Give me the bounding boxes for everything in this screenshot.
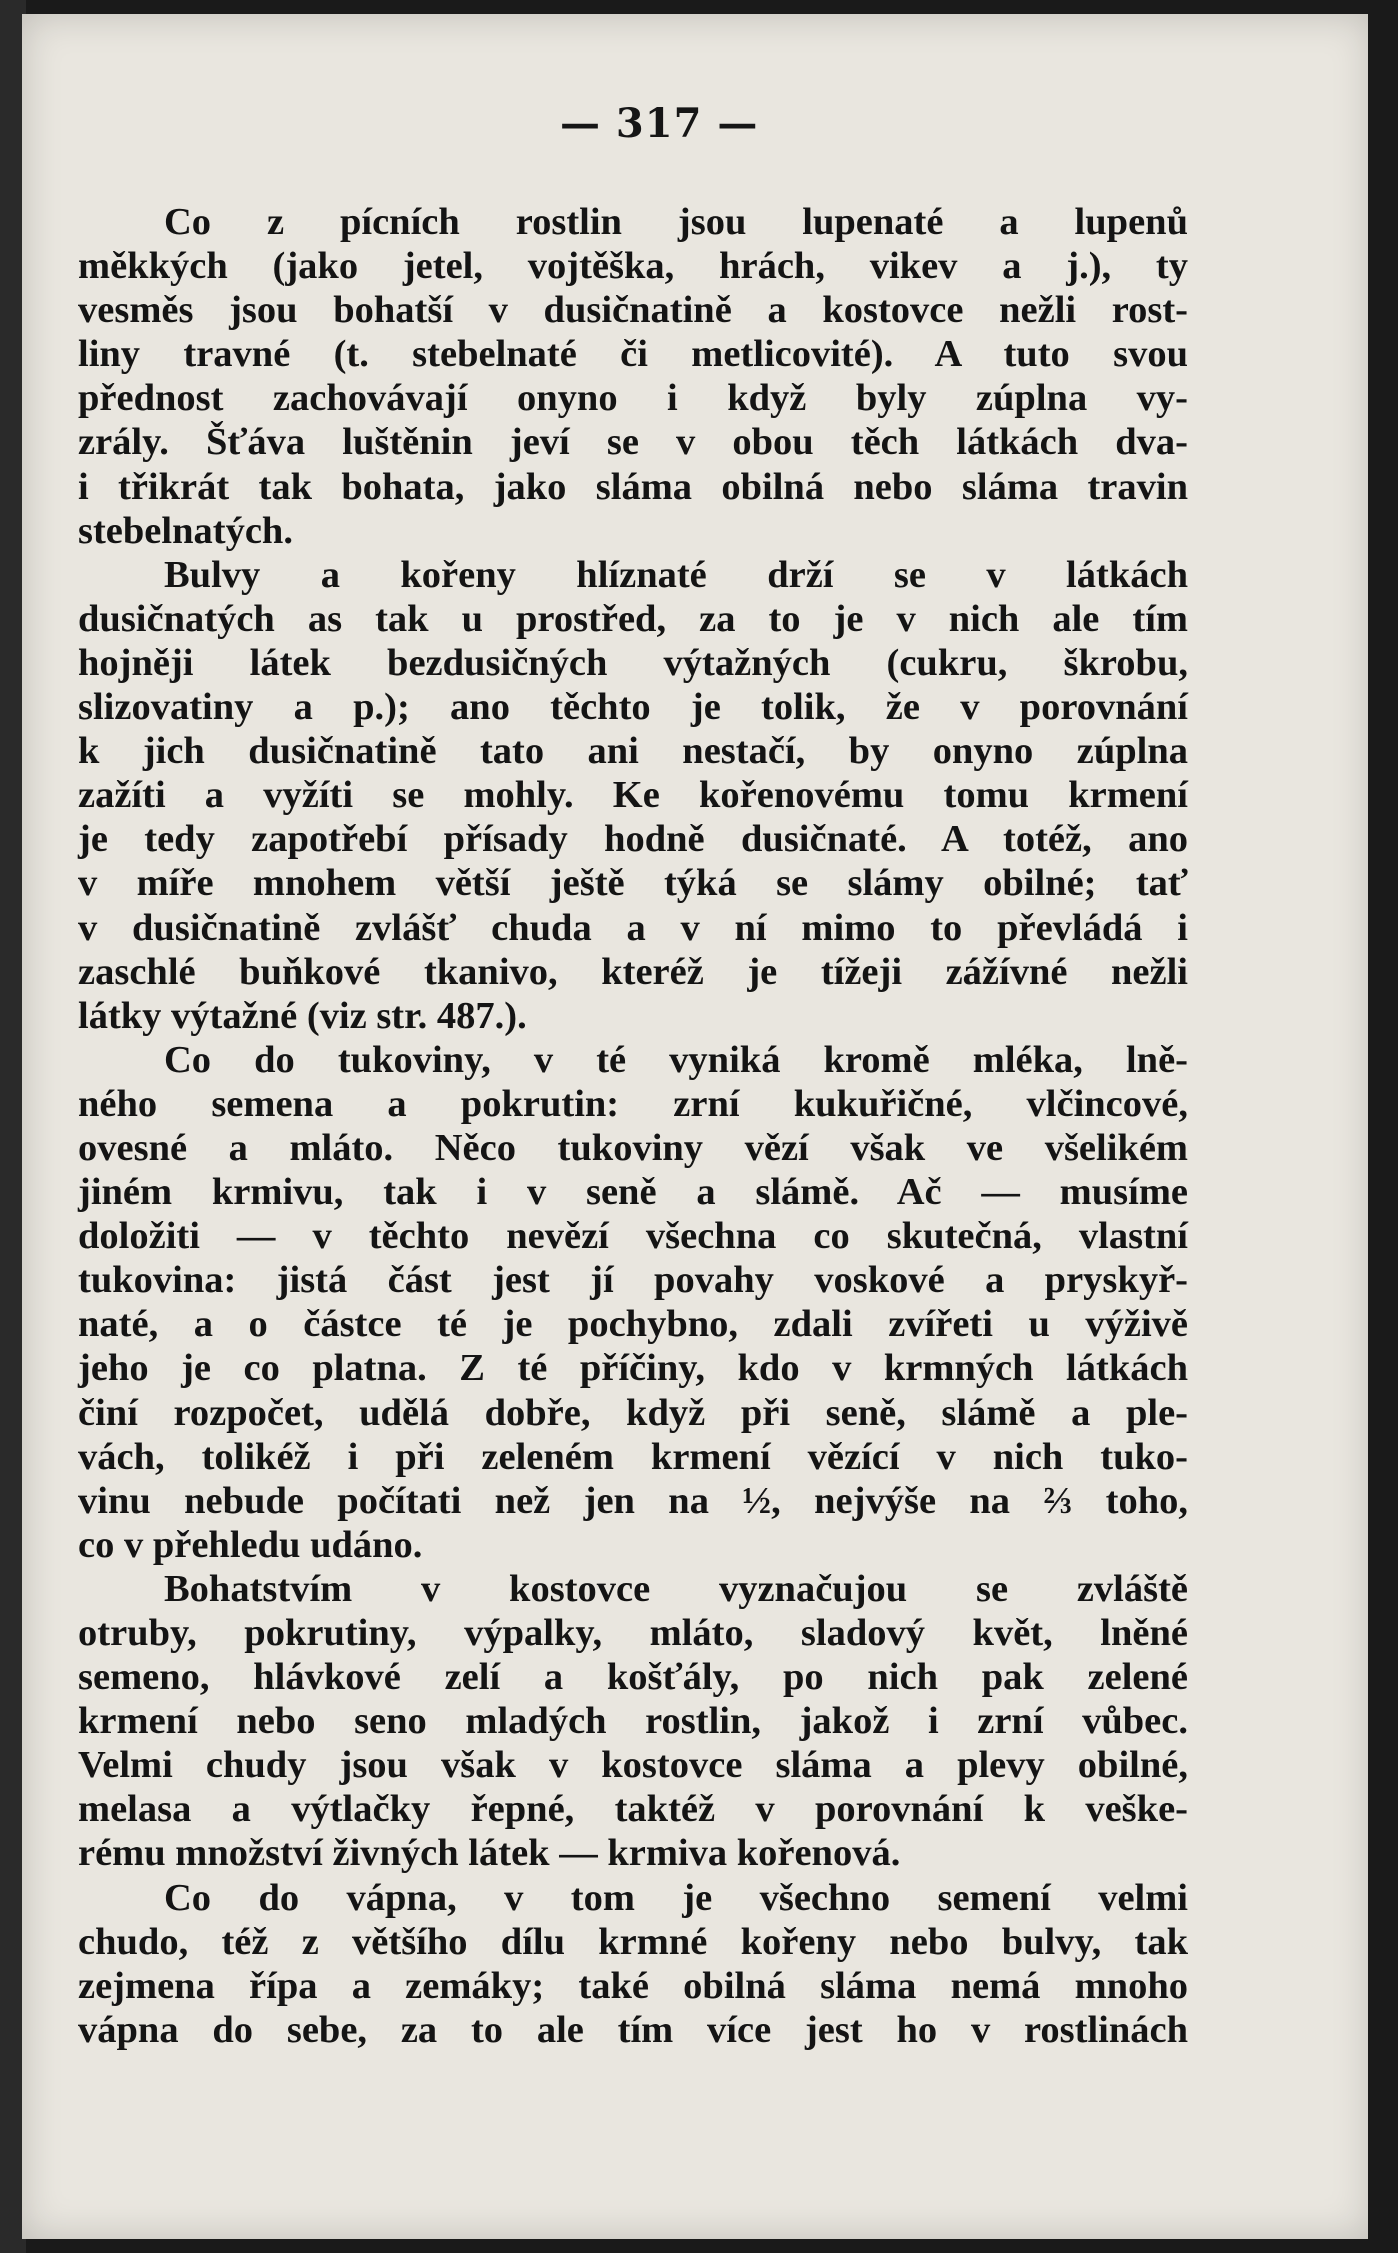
text-line: co v přehledu udáno. [78,1523,423,1566]
text-line: vách, tolikéž i při zeleném krmení vězící v nich tuko- [78,1435,1188,1478]
page-number: — 317 — [560,100,759,147]
text-line: Co do vápna, v tom je všechno semení velmi [164,1876,1188,1919]
text-line: krmení nebo seno mladých rostlin, jakož i zrní vůbec. [78,1700,1188,1743]
text-line: činí rozpočet, udělá dobře, když při seně, slámě a ple- [78,1391,1188,1434]
text-line: zaschlé buňkové tkanivo, kteréž je tížeji zážívné nežli [78,950,1188,993]
body-text [78,200,1188,2052]
text-line: otruby, pokrutiny, výpalky, mláto, sladový květ, lněné [78,1612,1188,1654]
text-line: jiném krmivu, tak i v seně a slámě. Ač — musíme [78,1171,1188,1214]
scan-edge-right [1368,0,1398,2253]
text-line: v dusičnatině zvlášť chuda a v ní mimo to převládá i [78,906,1188,949]
text-line: semeno, hlávkové zelí a košťály, po nich pak zelené [78,1656,1188,1699]
text-line: Bohatstvím v kostovce vyznačujou se zvláště [164,1567,1188,1610]
text-line: ovesné a mláto. Něco tukoviny vězí však ve všelikém [78,1126,1188,1169]
text-line: jeho je co platna. Z té příčiny, kdo v krmných látkách [78,1347,1188,1390]
text-line: je tedy zapotřebí přísady hodně dusičnaté. A totéž, ano [78,818,1188,861]
text-line: tukovina: jistá část jest jí povahy voskové a pryskyř- [78,1259,1188,1302]
text-line: melasa a výtlačky řepné, taktéž v porovnání k veške- [78,1788,1188,1831]
text-line: chudo, též z většího dílu krmné kořeny nebo bulvy, tak [78,1920,1188,1963]
text-line: v míře mnohem větší ještě týká se slámy obilné; tať [78,862,1188,905]
text-line: liny travné (t. stebelnaté či metlicovité). A tuto svou [78,333,1188,376]
text-line: slizovatiny a p.); ano těchto je tolik, že v porovnání [78,686,1188,729]
text-line: k jich dusičnatině tato ani nestačí, by onyno zúplna [78,730,1188,773]
text-line: i třikrát tak bohata, jako sláma obilná nebo sláma travin [78,465,1188,508]
text-line: dusičnatých as tak u prostřed, za to je v nich ale tím [78,597,1188,640]
text-line: hojněji látek bezdusičných výtažných (cukru, škrobu, [78,641,1188,684]
text-line: vápna do sebe, za to ale tím více jest ho v rostlinách [78,2008,1188,2051]
text-line: doložiti — v těchto nevězí všechna co skutečná, vlastní [78,1215,1188,1258]
text-line: vesměs jsou bohatší v dusičnatině a kostovce nežli rost- [78,289,1188,332]
text-line: zejmena řípa a zemáky; také obilná sláma nemá mnoho [78,1964,1188,2007]
text-line: zažíti a vyžíti se mohly. Ke kořenovému tomu krmení [78,774,1188,817]
text-line: vinu nebude počítati než jen na ½, nejvýše na ⅔ toho, [78,1479,1188,1522]
text-line: Co z pícních rostlin jsou lupenaté a lupenů [164,201,1188,243]
text-line: Co do tukoviny, v té vyniká kromě mléka, lně- [164,1038,1188,1081]
text-line: Velmi chudy jsou však v kostovce sláma a plevy obilné, [78,1744,1188,1787]
text-line: rému množství živných látek — krmiva kořenová. [78,1832,901,1875]
text-line: ného semena a pokrutin: zrní kukuřičné, vlčincové, [78,1082,1188,1125]
text-line: naté, a o částce té je pochybno, zdali zvířeti u výživě [78,1303,1188,1346]
text-line: Bulvy a kořeny hlíznaté drží se v látkách [164,553,1188,596]
text-line: měkkých (jako jetel, vojtěška, hrách, vikev a j.), ty [78,245,1188,288]
text-line: látky výtažné (viz str. 487.). [78,994,527,1037]
text-line: stebelnatých. [78,509,293,552]
text-line: přednost zachovávají onyno i když byly zúplna vy- [78,377,1188,420]
text-line: zrály. Šťáva luštěnin jeví se v obou těch látkách dva- [78,421,1188,464]
